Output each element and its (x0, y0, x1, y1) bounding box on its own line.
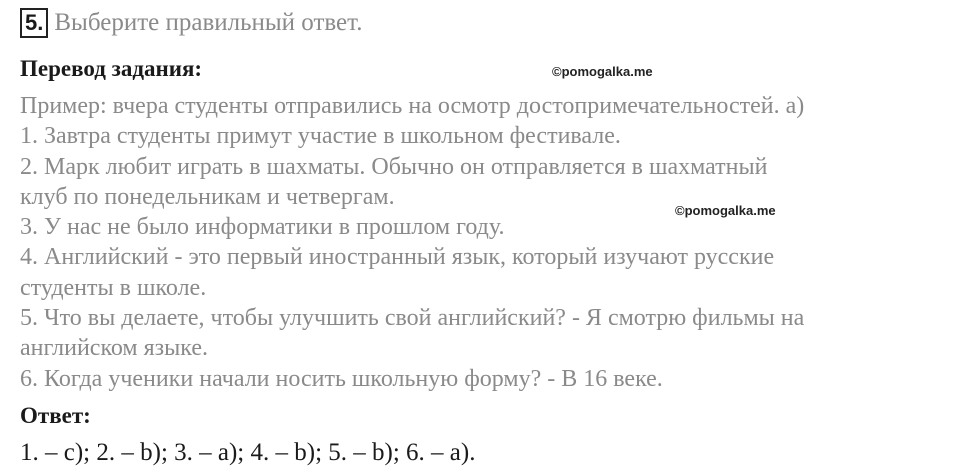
translation-line: 5. Что вы делаете, чтобы улучшить свой английский? - Я смотрю фильмы на (20, 305, 805, 332)
watermark-middle: ©pomogalka.me (675, 203, 776, 218)
translation-line: клуб по понедельникам и четвергам. (20, 183, 395, 210)
task-number-badge: 5. (20, 8, 48, 38)
translation-lines (20, 91, 950, 394)
translation-line: 3. У нас не было информатики в прошлом году. (20, 214, 505, 241)
translation-line: английском языке. (20, 335, 208, 362)
translation-line: студенты в школе. (20, 274, 207, 301)
answer-heading: Ответ: (20, 403, 91, 428)
translation-line: Пример: вчера студенты отправились на осмотр достопримечательностей. а) (20, 93, 805, 119)
translation-line: 4. Английский - это первый иностранный язык, который изучают русские (20, 244, 775, 271)
answer-text: 1. – c); 2. – b); 3. – a); 4. – b); 5. – b); 6. – a). (20, 439, 476, 466)
translation-line: 1. Завтра студенты примут участие в школьном фестивале. (20, 123, 621, 150)
translation-line: 6. Когда ученики начали носить школьную форму? - В 16 веке. (20, 365, 663, 392)
translation-line: 2. Марк любит играть в шахматы. Обычно он отправляется в шахматный (20, 153, 768, 180)
watermark-top: ©pomogalka.me (552, 64, 653, 79)
task-header (20, 8, 362, 38)
task-instruction: Выберите правильный ответ. (54, 9, 363, 36)
translation-heading: Перевод задания: (20, 56, 203, 81)
